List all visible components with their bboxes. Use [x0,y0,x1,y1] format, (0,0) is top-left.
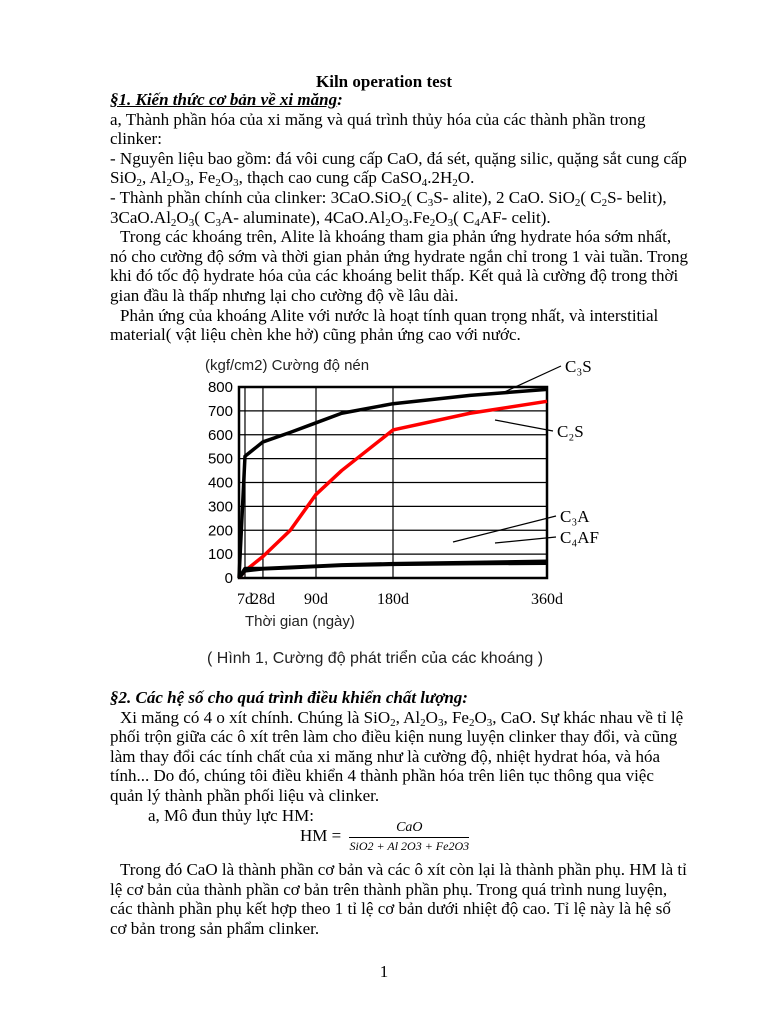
oxides-paragraph: Xi măng có 4 o xít chính. Chúng là SiO$_2$, $Al_2O_3$, $Fe_2O_3$, CaO. Sự khác nhau về tỉ lệ phối trộn giữa các ô xít trên làm cho điều kiện nung luyện clinker thay đổi, và cũng làm thay đổi các tính chất của xi măng như là cường độ, nhiệt hydrat hóa, và hóa tính... Do đó, chúng tôi điều khiển 4 thành phần hóa trên liên tục thông qua việc quản lý thành phần phối liệu và clinker. [110,707,684,805]
reaction-paragraph: Phản ứng của khoáng Alite với nước là hoạt tính quan trọng nhất, và interstitial material( vật liệu chèn khe hở) cũng phản ứng cao với nước. [110,305,659,345]
series-label: C₃S [565,357,592,376]
hm-label: HM = [300,825,342,845]
hm-fraction [349,820,469,854]
section-1-heading: §1. Kiến thức cơ bản về xi măng [110,90,338,109]
y-tick-label: 500 [207,450,233,468]
hm-numerator: CaO [349,820,469,838]
page-number: 1 [379,962,389,981]
document-title: Kiln operation test [316,72,452,91]
hm-formula [300,820,469,854]
y-tick-label: 200 [207,522,233,540]
x-tick-label: 180d [377,591,409,608]
y-tick-label: 0 [224,570,233,587]
figure-caption: ( Hình 1, Cường độ phát triển của các khoáng ) [207,650,544,667]
y-tick-label: 100 [207,546,233,564]
clinker-components-paragraph: - Thành phần chính của clinker: 3CaO.SiO$_2$( $C_3S-$ alite), 2 CaO. SiO$_2$( $C_2S-$ belit), $3CaO.Al_2O_3$( $C_3A-$ aluminate), $4CaO.Al_2O_3.Fe_2O_3$( $C_4AF-$ celit). [110,187,667,229]
y-tick-label: 300 [207,498,233,516]
section-2-heading: §2. Các hệ số cho quá trình điều khiển chất lượng: [110,688,468,707]
strength-development-chart [195,350,625,680]
section-1: §1. Kiến thức cơ bản về xi măng: a, Thành phần hóa của xi măng và quá trình thủy hóa của các thành phần trong clinker: - Nguyên liệu bao gồm: đá vôi cung cấp CaO, đá sét, quặng silic, quặng sắt cung cấp SiO$_2$, $Al_2O_3$, $Fe_2O_3$, thạch cao cung cấp $CaSO_4.2H_2O$. - Thành phần chính của clinker: 3CaO.SiO$_2$( $C_3S-$ alite), 2 CaO. SiO$_2$( $C_2S-$ belit), $3CaO.Al_2O_3$( $C_3A-$ aluminate), $4CaO.Al_2O_3.Fe_2O_3$( $C_4AF-$ celit). Trong các khoáng trên, Alite là khoáng tham gia phản ứng hydrate hóa sớm nhất, nó cho cường độ sớm và thời gian phản ứng hydrate ngắn chỉ trong 1 vài tuần. Trong khi đó tốc độ hydrate hóa của các khoáng belit thấp. Kết quả là cường độ trong thời gian đầu là thấp nhưng lại cho cường độ về lâu dài. Phản ứng của khoáng Alite với nước là hoạt tính quan trọng nhất, và interstitial material( vật liệu chèn khe hở) cũng phản ứng cao với nước. [110,90,690,345]
y-tick-label: 700 [207,402,233,420]
x-tick-label: 7d [236,591,253,608]
series-label: C₃A [560,507,590,526]
hm-subsection-title: a, Mô đun thủy lực HM: [148,805,314,825]
raw-materials-paragraph: - Nguyên liệu bao gồm: đá vôi cung cấp CaO, đá sét, quặng silic, quặng sắt cung cấp SiO$_2$, $Al_2O_3$, $Fe_2O_3$, thạch cao cung cấp $CaSO_4.2H_2O$. [110,148,687,190]
section-2-continued [110,860,690,938]
hm-denominator: SiO2 + Al 2O3 + Fe2O3 [349,839,470,853]
x-tick-label: 360d [531,591,563,608]
section-2 [110,688,690,825]
x-axis-label: Thời gian (ngày) [245,613,355,630]
y-tick-label: 800 [207,379,233,396]
series-leader [495,420,553,431]
hm-explanation-paragraph: Trong đó CaO là thành phần cơ bản và các ô xít còn lại là thành phần phụ. HM là tỉ lệ cơ bản của thành phần cơ bản trên thành phần phụ. Trong quá trình nung luyện, các thành phần phụ kết hợp theo 1 tỉ lệ cơ bản dưới nhiệt độ cao. Tỉ lệ này là hệ số cơ bản trong sản phẩm clinker. [110,860,687,938]
series-label: C₄AF [560,528,599,547]
x-tick-label: 28d [250,591,275,608]
x-tick-label: 90d [304,591,328,608]
y-tick-label: 600 [207,426,233,444]
y-tick-label: 400 [207,474,233,492]
subsection-a-title: a, Thành phần hóa của xi măng và quá trình thủy hóa của các thành phần trong clinker: [110,109,646,149]
series-label: C₂S [557,422,584,441]
alite-paragraph: Trong các khoáng trên, Alite là khoáng tham gia phản ứng hydrate hóa sớm nhất, nó cho cường độ sớm và thời gian phản ứng hydrate ngắn chỉ trong 1 vài tuần. Trong khi đó tốc độ hydrate hóa của các khoáng belit thấp. Kết quả là cường độ trong thời gian đầu là thấp nhưng lại cho cường độ về lâu dài. [110,227,688,305]
y-axis-label: (kgf/cm2) Cường độ nén [205,357,370,374]
